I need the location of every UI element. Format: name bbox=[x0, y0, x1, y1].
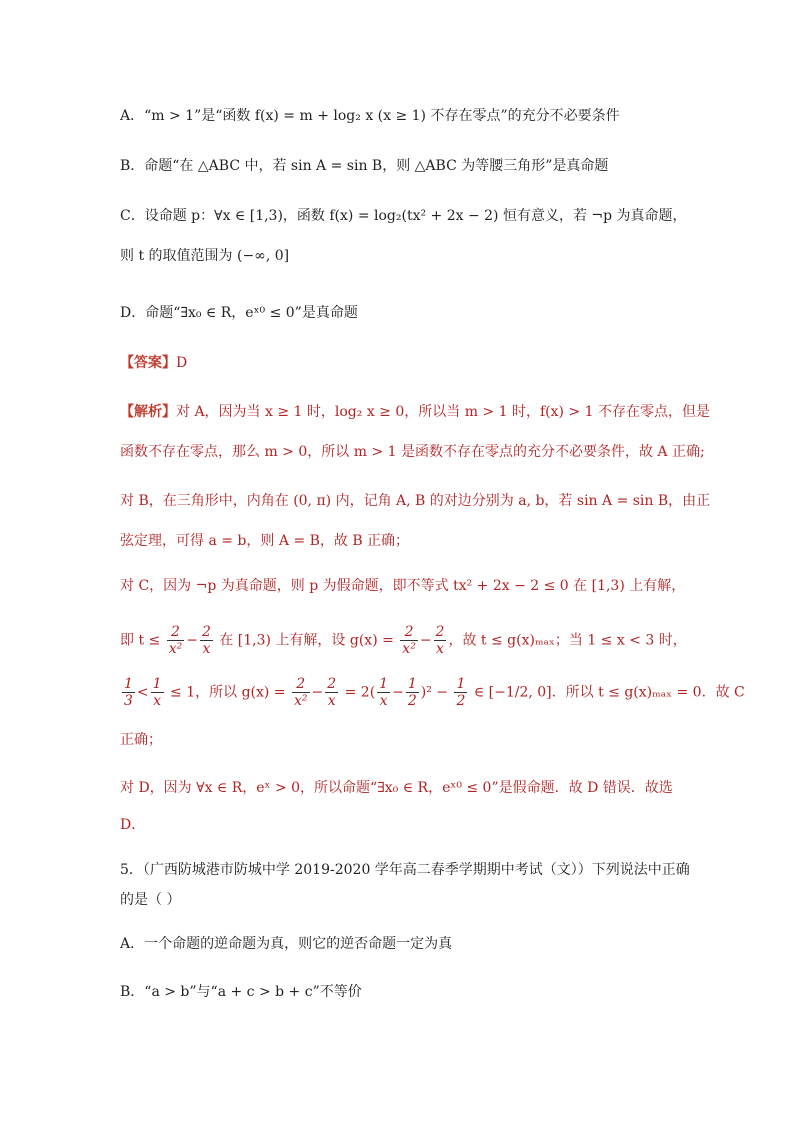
fraction-1-over-3: $\frac{1}{3}$ bbox=[124, 676, 133, 709]
answer-line bbox=[120, 353, 187, 373]
answer-tag: 【答案】 bbox=[120, 355, 176, 371]
fraction-1-over-2: $\frac{1}{2}$ bbox=[407, 676, 417, 709]
analysis-line-9: 对 D，因为 ∀x ∈ R，eˣ > 0，所以命题“∃x₀ ∈ R，eˣ⁰ ≤ 0”是假命题．故 D 错误．故选 bbox=[120, 780, 673, 796]
analysis-line-8: 正确； bbox=[120, 732, 162, 748]
question-5-line-1 bbox=[120, 860, 690, 880]
fraction-2-over-x2: $\frac{2}{\text{x²}}$ bbox=[168, 624, 183, 657]
analysis-line-7: $\frac{1}{3}$ < $\frac{1}{x}$ ≤ 1，所以 g(x) = $\frac{2}{\text{x²}}$ − $\frac{2}{x}$ = 2( $\frac{1}{x}$ − $\frac{1}{2}$ )² − $\frac{1}{2}$ ∈ [−1/2, 0]．所以 t ≤ g(x)ₘₐₓ = 0．故 C bbox=[124, 676, 745, 709]
analysis-line-2: 函数不存在零点，那么 m > 0，所以 m > 1 是函数不存在零点的充分不必要条件，故 A 正确; bbox=[120, 444, 705, 460]
fraction-1-over-x: $\frac{1}{x}$ bbox=[152, 676, 162, 709]
analysis-line-6-c: ，故 t ≤ g(x)ₘₐₓ；当 1 ≤ x < 3 时， bbox=[448, 632, 687, 649]
question-5-line-2: 的是（ ） bbox=[120, 892, 181, 908]
fraction-2-over-x2-b: $\frac{2}{\text{x²}}$ bbox=[402, 624, 416, 657]
option-c-line-1: C．设命题 p：∀x ∈ [1,3)，函数 f(x) = log₂(tx² + 2x − 2) 恒有意义，若 ¬p 为真命题， bbox=[120, 208, 687, 224]
analysis-tag: 【解析】 bbox=[120, 404, 176, 420]
analysis-text-1: 对 A，因为当 x ≥ 1 时，log₂ x ≥ 0，所以当 m > 1 时，f(x) > 1 不存在零点，但是 bbox=[176, 404, 710, 420]
option-d: D．命题“∃x₀ ∈ R，eˣ⁰ ≤ 0”是真命题 bbox=[120, 305, 358, 321]
answer-value: D bbox=[176, 355, 188, 371]
fraction-2-over-x: $\frac{2}{x}$ bbox=[201, 624, 211, 657]
analysis-line-7-b: ∈ [−1/2, 0]．所以 t ≤ g(x)ₘₐₓ = 0．故 C bbox=[469, 684, 745, 701]
analysis-line-1 bbox=[120, 402, 710, 422]
fraction-1-over-2-b: $\frac{1}{2}$ bbox=[456, 676, 466, 709]
option-a: A．“m > 1”是“函数 f(x) = m + log₂ x (x ≥ 1) 不存在零点”的充分不必要条件 bbox=[120, 108, 620, 124]
analysis-line-3: 对 B，在三角形中，内角在 (0, π) 内，记角 A, B 的对边分别为 a, b，若 sin A = sin B，由正 bbox=[120, 493, 711, 509]
fraction-2-over-x2-c: $\frac{2}{\text{x²}}$ bbox=[293, 676, 308, 709]
analysis-line-4: 弦定理，可得 a = b，则 A = B，故 B 正确； bbox=[120, 533, 410, 549]
option-c-line-2: 则 t 的取值范围为 (−∞, 0] bbox=[120, 248, 290, 264]
fraction-1-over-x-b: $\frac{1}{x}$ bbox=[379, 676, 389, 709]
analysis-line-6-b: 在 [1,3) 上有解，设 g(x) = bbox=[214, 632, 399, 649]
question-5-option-a: A．一个命题的逆命题为真，则它的逆否命题一定为真 bbox=[120, 936, 453, 952]
fraction-2-over-x-b: $\frac{2}{x}$ bbox=[435, 624, 445, 657]
analysis-line-10: D． bbox=[120, 817, 146, 833]
analysis-line-6-a: 即 t ≤ bbox=[120, 632, 165, 649]
question-5-text-1: 5．（广西防城港市防城中学 2019-2020 学年高二春季学期期中考试（文））下列说法中正确 bbox=[120, 862, 690, 878]
analysis-line-5: 对 C，因为 ¬p 为真命题，则 p 为假命题，即不等式 tx² + 2x − 2 ≤ 0 在 [1,3) 上有解， bbox=[120, 578, 686, 594]
question-5-option-b: B．“a > b”与“a + c > b + c”不等价 bbox=[120, 984, 362, 1000]
fraction-2-over-x-c: $\frac{2}{x}$ bbox=[327, 676, 337, 709]
analysis-line-6: 即 t ≤ $\frac{2}{\text{x²}}$ − $\frac{2}{x}$ 在 [1,3) 上有解，设 g(x) = $\frac{2}{\text{x²}}$ − $\frac{2}{x}$ ，故 t ≤ g(x)ₘₐₓ；当 1 ≤ x < 3 时， bbox=[120, 624, 687, 657]
option-b: B．命题“在 △ABC 中，若 sin A = sin B，则 △ABC 为等腰三角形”是真命题 bbox=[120, 158, 609, 174]
analysis-line-7-a: ≤ 1，所以 g(x) = bbox=[165, 684, 290, 701]
